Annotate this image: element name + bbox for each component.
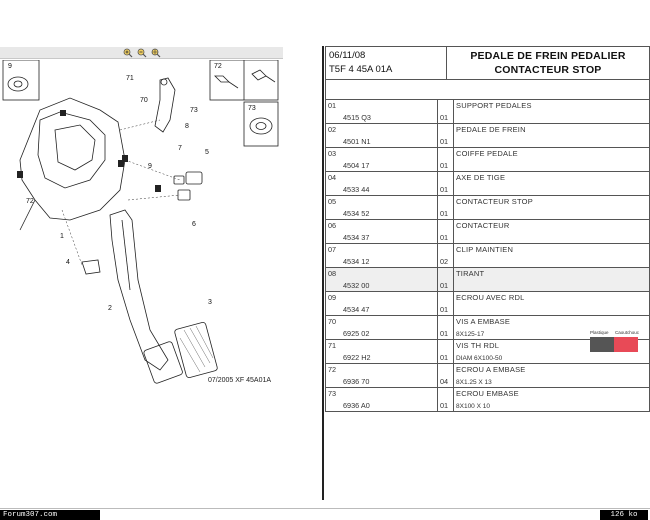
- part-ref-cell: [326, 220, 438, 243]
- callout-70: 70: [140, 97, 148, 104]
- swatch-plastic: [590, 337, 614, 352]
- part-ref-number: 70: [328, 317, 337, 326]
- part-description: TIRANT: [456, 269, 485, 278]
- part-ref-number: 03: [328, 149, 337, 158]
- callout-72: 72: [26, 198, 34, 205]
- part-qty-cell: [438, 316, 454, 339]
- part-desc-cell: [454, 244, 649, 267]
- parts-list: [325, 100, 650, 412]
- header-date: 06/11/08: [329, 50, 366, 61]
- part-quantity: 02: [440, 257, 449, 266]
- parts-header: [325, 46, 650, 80]
- part-ref-cell: [326, 196, 438, 219]
- part-desc-cell: [454, 292, 649, 315]
- part-desc-cell: [454, 100, 649, 123]
- part-ref-number: 72: [328, 365, 337, 374]
- site-name[interactable]: Forum307.com: [0, 510, 100, 520]
- part-ref-cell: [326, 244, 438, 267]
- part-qty-cell: [438, 148, 454, 171]
- part-description: ECROU A EMBASE: [456, 365, 526, 374]
- callout-8: 8: [185, 123, 189, 130]
- part-spec: 8X1.25 X 13: [456, 379, 492, 386]
- part-qty-cell: [438, 340, 454, 363]
- part-description: VIS A EMBASE: [456, 317, 511, 326]
- part-ref-number: 73: [328, 389, 337, 398]
- part-qty-cell: [438, 100, 454, 123]
- part-ref-number: 04: [328, 173, 337, 182]
- part-ref-number: 06: [328, 221, 337, 230]
- part-description: AXE DE TIGE: [456, 173, 506, 182]
- part-desc-cell: [454, 220, 649, 243]
- callout-72b: 72: [214, 63, 222, 70]
- part-desc-cell: [454, 196, 649, 219]
- color-legend: [590, 330, 638, 352]
- part-ref-cell: [326, 340, 438, 363]
- part-ref-cell: [326, 364, 438, 387]
- part-qty-cell: [438, 244, 454, 267]
- pedal-assembly-drawing: [0, 60, 300, 390]
- header-code: T5F 4 45A 01A: [329, 64, 393, 75]
- part-number: 4534 47: [343, 305, 370, 314]
- part-description: VIS TH RDL: [456, 341, 500, 350]
- part-quantity: 01: [440, 401, 449, 410]
- part-qty-cell: [438, 268, 454, 291]
- part-row[interactable]: [325, 148, 650, 172]
- part-quantity: 01: [440, 281, 449, 290]
- part-description: ECROU AVEC RDL: [456, 293, 525, 302]
- part-ref-cell: [326, 292, 438, 315]
- part-row[interactable]: [325, 220, 650, 244]
- zoom-out-icon[interactable]: [137, 48, 147, 58]
- part-quantity: 01: [440, 113, 449, 122]
- part-number: 4534 52: [343, 209, 370, 218]
- part-spec: 8X125-17: [456, 331, 485, 338]
- part-row[interactable]: [325, 172, 650, 196]
- part-row[interactable]: [325, 196, 650, 220]
- part-row[interactable]: [325, 388, 650, 412]
- part-desc-cell: [454, 388, 649, 411]
- part-description: ECROU EMBASE: [456, 389, 519, 398]
- part-row[interactable]: [325, 292, 650, 316]
- part-qty-cell: [438, 388, 454, 411]
- nut-marker-72: [17, 171, 23, 178]
- part-number: 4501 N1: [343, 137, 371, 146]
- part-desc-cell: [454, 124, 649, 147]
- part-description: SUPPORT PEDALES: [456, 101, 532, 110]
- part-description: COIFFE PEDALE: [456, 149, 518, 158]
- callout-2: 2: [108, 305, 112, 312]
- callout-9b: 9: [148, 163, 152, 170]
- part-quantity: 01: [440, 209, 449, 218]
- callout-73: 73: [190, 107, 198, 114]
- part-ref-number: 07: [328, 245, 337, 254]
- part-description: CONTACTEUR STOP: [456, 197, 533, 206]
- part-ref-number: 08: [328, 269, 337, 278]
- part-row[interactable]: [325, 268, 650, 292]
- file-size: 126 ko: [600, 510, 648, 520]
- part-qty-cell: [438, 196, 454, 219]
- part-ref-number: 05: [328, 197, 337, 206]
- callout-3: 3: [208, 299, 212, 306]
- part-description: CLIP MAINTIEN: [456, 245, 514, 254]
- part-number: 4532 00: [343, 281, 370, 290]
- part-row[interactable]: [325, 364, 650, 388]
- swatch-rubber: [614, 337, 638, 352]
- part-ref-cell: [326, 316, 438, 339]
- callout-1: 1: [60, 233, 64, 240]
- part-quantity: 01: [440, 137, 449, 146]
- header-title: [447, 47, 649, 79]
- callout-5: 5: [205, 149, 209, 156]
- part-desc-cell: [454, 172, 649, 195]
- diagram-reference: 07/2005 XF 45A01A: [208, 377, 272, 384]
- part-ref-cell: [326, 148, 438, 171]
- part-row[interactable]: [325, 244, 650, 268]
- part-number: 4533 44: [343, 185, 370, 194]
- part-row[interactable]: [325, 124, 650, 148]
- part-ref-cell: [326, 124, 438, 147]
- callout-71: 71: [126, 75, 134, 82]
- part-qty-cell: [438, 172, 454, 195]
- part-row[interactable]: [325, 100, 650, 124]
- callout-6: 6: [192, 221, 196, 228]
- part-description: CONTACTEUR: [456, 221, 510, 230]
- part-ref-cell: [326, 172, 438, 195]
- part-quantity: 04: [440, 377, 449, 386]
- parts-panel: [325, 46, 650, 412]
- header-meta: [326, 47, 447, 79]
- part-ref-cell: [326, 268, 438, 291]
- exploded-diagram: [0, 60, 300, 390]
- part-ref-number: 71: [328, 341, 337, 350]
- swatch-label-a: Plastique: [590, 330, 609, 335]
- header-spacer: [325, 80, 650, 100]
- part-quantity: 01: [440, 233, 449, 242]
- part-ref-number: 09: [328, 293, 337, 302]
- part-desc-cell: [454, 148, 649, 171]
- diagram-toolbar: [0, 47, 283, 59]
- part-spec: DIAM 6X100-50: [456, 355, 503, 362]
- part-ref-number: 02: [328, 125, 337, 134]
- part-qty-cell: [438, 292, 454, 315]
- part-ref-cell: [326, 388, 438, 411]
- part-desc-cell: [454, 268, 649, 291]
- part-number: 6925 02: [343, 329, 370, 338]
- callout-73b: 73: [248, 105, 256, 112]
- part-ref-cell: [326, 100, 438, 123]
- part-quantity: 01: [440, 185, 449, 194]
- part-spec: 8X100 X 10: [456, 403, 490, 410]
- part-number: 6936 A0: [343, 401, 370, 410]
- part-number: 4534 37: [343, 233, 370, 242]
- part-number: 6922 H2: [343, 353, 371, 362]
- part-description: PEDALE DE FREIN: [456, 125, 526, 134]
- part-qty-cell: [438, 364, 454, 387]
- pan-icon[interactable]: [151, 48, 161, 58]
- header-title-line2: CONTACTEUR STOP: [494, 64, 602, 76]
- part-quantity: 01: [440, 329, 449, 338]
- callout-4: 4: [66, 259, 70, 266]
- swatch-label-b: Caoutchouc: [615, 330, 640, 335]
- zoom-in-icon[interactable]: [123, 48, 133, 58]
- part-number: 4504 17: [343, 161, 370, 170]
- part-qty-cell: [438, 124, 454, 147]
- status-bar: [0, 508, 650, 520]
- part-qty-cell: [438, 220, 454, 243]
- part-quantity: 01: [440, 305, 449, 314]
- part-number: 4515 Q3: [343, 113, 371, 122]
- part-quantity: 01: [440, 161, 449, 170]
- part-number: 4534 12: [343, 257, 370, 266]
- part-quantity: 01: [440, 353, 449, 362]
- pane-divider: [322, 46, 324, 500]
- callout-7: 7: [178, 145, 182, 152]
- part-ref-number: 01: [328, 101, 337, 110]
- header-title-line1: PEDALE DE FREIN PEDALIER: [470, 50, 626, 62]
- part-number: 6936 70: [343, 377, 370, 386]
- part-desc-cell: [454, 364, 649, 387]
- callout-9: 9: [8, 63, 12, 70]
